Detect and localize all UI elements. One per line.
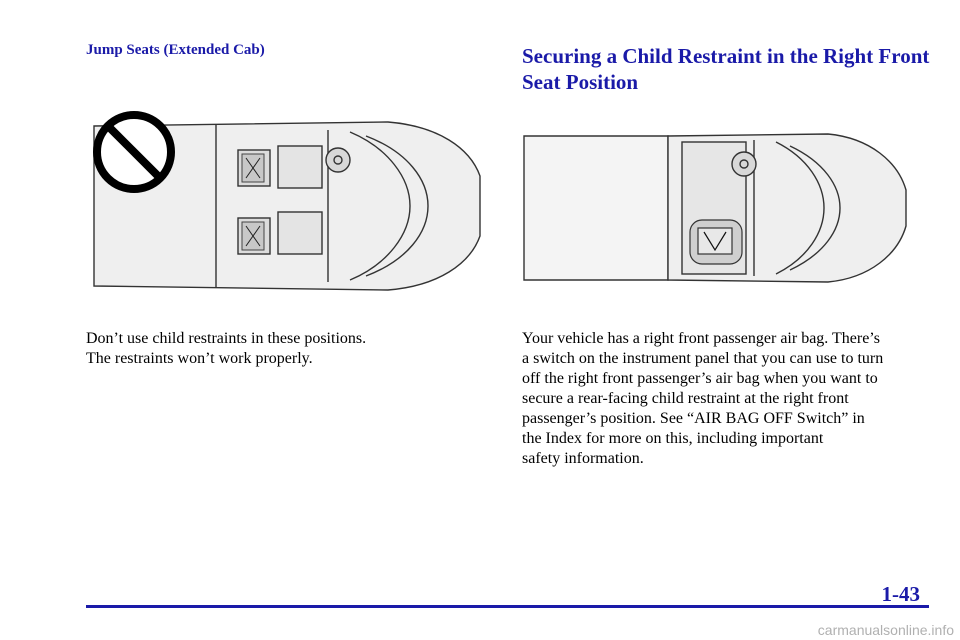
paragraph-line: Your vehicle has a right front passenger air bag. There’s xyxy=(522,330,880,347)
paragraph-line: off the right front passenger’s air bag when you want to xyxy=(522,370,878,387)
right-front-seat-illustration xyxy=(518,128,910,288)
jump-seats-illustration xyxy=(88,108,484,304)
paragraph-line: secure a rear-facing child restraint at the right front xyxy=(522,390,849,407)
paragraph-line: passenger’s position. See “AIR BAG OFF Switch” in xyxy=(522,410,865,427)
child-seat-icon xyxy=(690,220,742,264)
no-symbol-icon xyxy=(97,115,171,189)
jump-seats-caption xyxy=(86,329,466,369)
air-bag-paragraph xyxy=(522,329,932,469)
paragraph-line: the Index for more on this, including important xyxy=(522,430,824,447)
paragraph-line: a switch on the instrument panel that you can use to turn xyxy=(522,350,884,367)
footer-rule xyxy=(86,605,929,608)
caption-line: The restraints won’t work properly. xyxy=(86,350,313,367)
page-number: 1-43 xyxy=(881,582,920,606)
caption-line: Don’t use child restraints in these positions. xyxy=(86,330,367,347)
watermark: carmanualsonline.info xyxy=(817,622,954,638)
section-heading: Securing a Child Restraint in the Right Front Seat Position xyxy=(522,44,930,94)
paragraph-line: safety information. xyxy=(522,450,644,467)
jump-seats-heading: Jump Seats (Extended Cab) xyxy=(86,42,265,58)
